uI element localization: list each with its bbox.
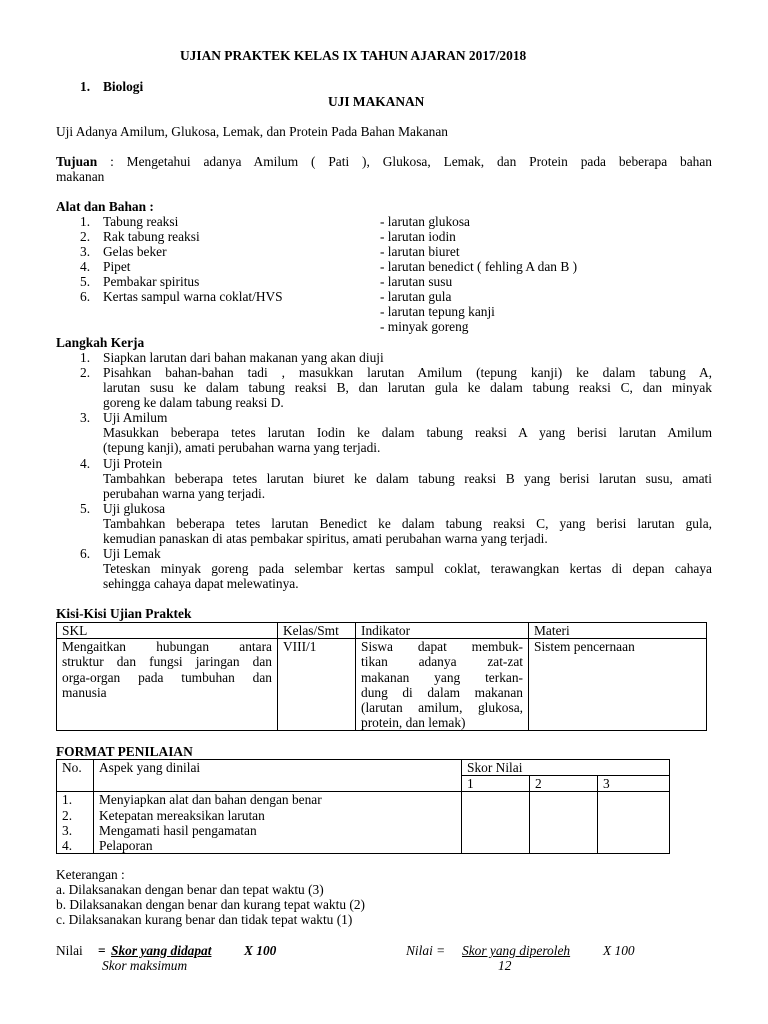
table-row (57, 760, 670, 776)
row-no: 2. (62, 807, 73, 823)
keterangan-b: b. Dilaksanakan dengan benar dan kurang tepat waktu (2) (56, 897, 365, 912)
alat-item: Pipet (103, 259, 131, 274)
alat-item-num: 6. (80, 289, 91, 304)
bahan-item: - larutan iodin (380, 229, 456, 244)
format-header-no: No. (57, 760, 94, 792)
row-aspek: Menyiapkan alat dan bahan dengan benar (99, 792, 322, 808)
bahan-item: - minyak goreng (380, 319, 469, 334)
kisi-cell-kelas: VIII/1 (278, 639, 356, 731)
format-cell-no (57, 792, 94, 854)
kisi-table (56, 622, 707, 731)
intro-text: Uji Adanya Amilum, Glukosa, Lemak, dan Protein Pada Bahan Makanan (56, 124, 448, 139)
step-text: Teteskan minyak goreng pada selembar kertas sampul coklat, terawangkan kertas di depan cahaya (103, 561, 712, 576)
alat-heading: Alat dan Bahan : (56, 199, 154, 214)
step-num: 6. (80, 546, 91, 561)
tujuan-text-line2: makanan (56, 169, 105, 184)
bahan-item: - larutan gula (380, 289, 452, 304)
nilai-multiplier: X 100 (244, 943, 277, 958)
step-title: Uji Protein (103, 456, 163, 471)
langkah-heading: Langkah Kerja (56, 335, 145, 350)
indikator-line: makanan yang terkan- (361, 669, 523, 685)
step-text: perubahan warna yang terjadi. (103, 486, 266, 501)
nilai-equals: = (98, 943, 106, 958)
format-header-skor-2: 2 (530, 776, 598, 792)
indikator-line: protein, dan lemak) (361, 715, 466, 731)
keterangan-a: a. Dilaksanakan dengan benar dan tepat waktu (3) (56, 882, 324, 897)
tujuan-paragraph-line1 (56, 154, 712, 169)
skl-line: manusia (62, 684, 107, 700)
step-text: Tambahkan beberapa tetes larutan Benedict ke dalam tabung reaksi C, yang berisi larutan gula, (103, 516, 712, 531)
section-subtitle: UJI MAKANAN (328, 94, 425, 109)
keterangan-c: c. Dilaksanakan kurang benar dan tidak tepat waktu (1) (56, 912, 353, 927)
format-heading: FORMAT PENILAIAN (56, 744, 193, 759)
nilai-multiplier-2: X 100 (603, 943, 635, 958)
alat-item-num: 2. (80, 229, 91, 244)
alat-item-num: 5. (80, 274, 91, 289)
nilai-label: Nilai (56, 943, 83, 958)
step-num: 3. (80, 410, 91, 425)
step-text: sehingga cahaya dapat melewatinya. (103, 576, 299, 591)
kisi-heading: Kisi-Kisi Ujian Praktek (56, 606, 192, 621)
step-num: 2. (80, 365, 91, 380)
alat-item: Pembakar spiritus (103, 274, 200, 289)
step-text: (tepung kanji), amati perubahan warna yang terjadi. (103, 440, 381, 455)
nilai-denominator-2: 12 (498, 958, 512, 973)
skl-line: orga-organ pada tumbuhan dan (62, 669, 272, 685)
format-cell-aspek (94, 792, 462, 854)
step-num: 1. (80, 350, 91, 365)
nilai-numerator: Skor yang didapat (111, 943, 212, 958)
table-row (57, 792, 670, 854)
format-header-skor: Skor Nilai (462, 760, 670, 776)
step-num: 5. (80, 501, 91, 516)
kisi-cell-indikator (356, 639, 529, 731)
step-text: Pisahkan bahan-bahan tadi , masukkan larutan Amilum (tepung kanji) ke dalam tabung A, (103, 365, 712, 380)
bahan-item: - larutan benedict ( fehling A dan B ) (380, 259, 578, 274)
kisi-header-kelas: Kelas/Smt (278, 623, 356, 639)
step-num: 4. (80, 456, 91, 471)
row-aspek: Ketepatan mereaksikan larutan (99, 807, 265, 823)
kisi-header-skl: SKL (57, 623, 278, 639)
kisi-cell-skl (57, 639, 278, 731)
nilai-denominator: Skor maksimum (102, 958, 188, 973)
alat-item: Rak tabung reaksi (103, 229, 200, 244)
skl-line: struktur dan fungsi jaringan dan (62, 654, 272, 670)
format-header-aspek: Aspek yang dinilai (94, 760, 462, 792)
bahan-item: - larutan biuret (380, 244, 460, 259)
step-title: Uji Amilum (103, 410, 168, 425)
bahan-item: - larutan susu (380, 274, 453, 289)
row-no: 3. (62, 822, 73, 838)
table-row (57, 639, 707, 731)
section-name: Biologi (103, 79, 144, 94)
step-text: Masukkan beberapa tetes larutan Iodin ke dalam tabung reaksi A yang berisi larutan Amilum (103, 425, 712, 440)
alat-item-num: 3. (80, 244, 91, 259)
nilai-numerator-2: Skor yang diperoleh (462, 943, 571, 958)
indikator-line: dung di dalam makanan (361, 684, 523, 700)
kisi-cell-materi: Sistem pencernaan (529, 639, 707, 731)
indikator-line: tikan adanya zat-zat (361, 654, 523, 670)
nilai-label-2: Nilai = (406, 943, 446, 958)
kisi-header-materi: Materi (529, 623, 707, 639)
table-row (57, 623, 707, 639)
step-text: Tambahkan beberapa tetes larutan biuret ke dalam tabung reaksi B yang berisi larutan susu, amati (103, 471, 712, 486)
step-text: larutan susu ke dalam tabung reaksi B, dan larutan gula ke dalam tabung reaksi C, dan minyak (103, 380, 712, 395)
alat-item-num: 1. (80, 214, 91, 229)
step-text: Siapkan larutan dari bahan makanan yang akan diuji (103, 350, 384, 365)
tujuan-text: : Mengetahui adanya Amilum ( Pati ), Glukosa, Lemak, dan Protein pada beberapa bahan (110, 154, 712, 169)
step-title: Uji Lemak (103, 546, 161, 561)
step-text: goreng ke dalam tabung reaksi D. (103, 395, 284, 410)
document-title: UJIAN PRAKTEK KELAS IX TAHUN AJARAN 2017/2018 (180, 48, 527, 63)
keterangan-heading: Keterangan : (56, 867, 125, 882)
format-cell-skor-2 (530, 792, 598, 854)
kisi-header-indikator: Indikator (356, 623, 529, 639)
step-title: Uji glukosa (103, 501, 166, 516)
row-no: 1. (62, 792, 73, 808)
tujuan-label: Tujuan (56, 154, 98, 169)
format-header-skor-1: 1 (462, 776, 530, 792)
row-aspek: Pelaporan (99, 838, 153, 854)
indikator-line: (larutan amilum, glukosa, (361, 700, 523, 716)
bahan-item: - larutan tepung kanji (380, 304, 495, 319)
indikator-line: Siswa dapat membuk- (361, 639, 523, 655)
section-number: 1. (80, 79, 91, 94)
alat-item-num: 4. (80, 259, 91, 274)
format-cell-skor-3 (598, 792, 670, 854)
alat-item: Gelas beker (103, 244, 167, 259)
format-table (56, 759, 670, 854)
step-text: kemudian panaskan di atas pembakar spiritus, amati perubahan warna yang terjadi. (103, 531, 548, 546)
alat-item: Tabung reaksi (103, 214, 179, 229)
bahan-item: - larutan glukosa (380, 214, 470, 229)
row-no: 4. (62, 838, 73, 854)
skl-line: Mengaitkan hubungan antara (62, 639, 272, 655)
format-header-skor-3: 3 (598, 776, 670, 792)
format-cell-skor-1 (462, 792, 530, 854)
row-aspek: Mengamati hasil pengamatan (99, 822, 257, 838)
alat-item: Kertas sampul warna coklat/HVS (103, 289, 283, 304)
